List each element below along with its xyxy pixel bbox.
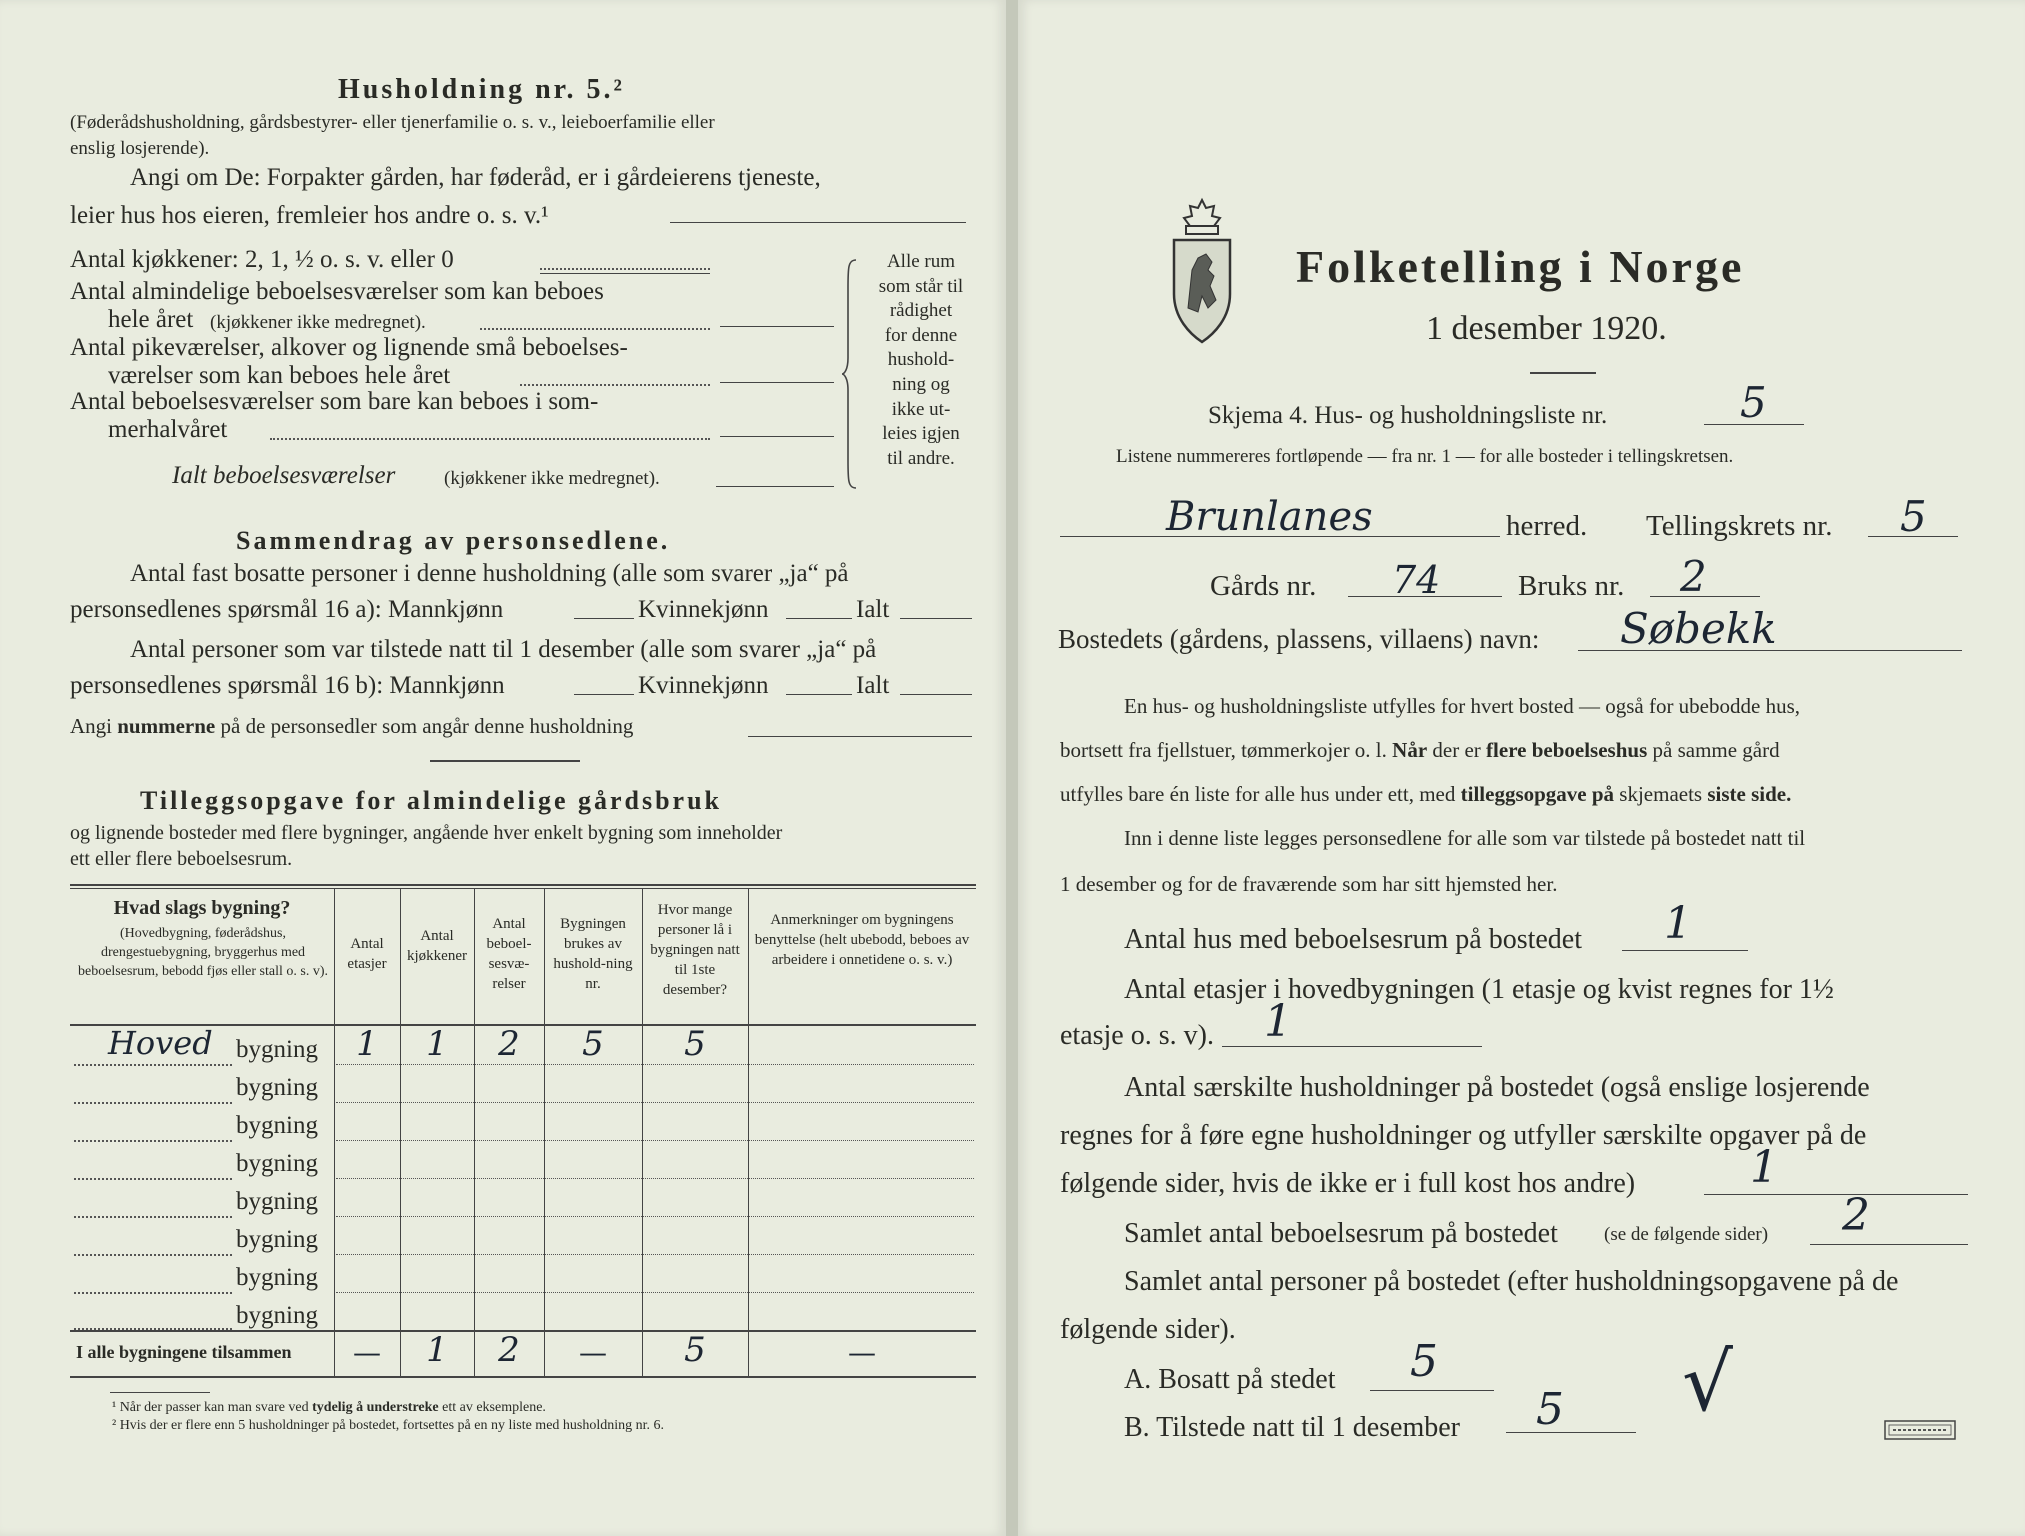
almindelige-note: (kjøkkener ikke medregnet). [210, 312, 426, 333]
kjokkener-dots [540, 268, 710, 270]
angi-line2: leier hus hos eieren, fremleier hos andre o. s. v.¹ [70, 202, 549, 229]
gards-label: Gårds nr. [1210, 570, 1317, 602]
fast-line1: Antal fast bosatte personer i denne husholdning (alle som svarer „ja“ på [130, 560, 849, 587]
tillegg-title: Tilleggsopgave for almindelige gårdsbruk [140, 786, 723, 815]
row-dots [74, 1102, 232, 1104]
fast-kvinne-line [786, 618, 852, 619]
tilstede-mann-line [574, 694, 634, 695]
saer-line3: følgende sider, hvis de ikke er i full kost hos andre) [1060, 1168, 1636, 1199]
krets-label: Tellingskrets nr. [1646, 510, 1833, 542]
saer-line2: regnes for å føre egne husholdninger og utfyller særskilte opgaver på de [1060, 1120, 1867, 1151]
row-dots [74, 1254, 232, 1256]
col-header-etasjer: Antal etasjer [347, 936, 387, 972]
table-col-sep [474, 888, 475, 1376]
para1-line3 [1060, 782, 1791, 807]
pike-dots [520, 384, 710, 386]
total-vaerelser-hand: 2 [498, 1330, 520, 1370]
total-kjokkener-hand: 1 [426, 1330, 448, 1370]
footnote-2: ² Hvis der er flere enn 5 husholdninger på bostedet, fortsettes på en ny liste med husholdning nr. 6. [112, 1418, 665, 1433]
row-dots [74, 1328, 232, 1330]
row-rule [336, 1140, 974, 1141]
para1-l2-c: der er [1432, 738, 1481, 762]
row-rule [336, 1292, 974, 1293]
nummerne-answer-line [748, 736, 972, 737]
col-header-type-title: Hvad slags bygning? [113, 897, 291, 919]
row-dots [74, 1140, 232, 1142]
para1-l3-a: utfylles bare én liste for alle hus under ett, med [1060, 782, 1456, 806]
printer-stamp-icon [1884, 1420, 1956, 1440]
hus-label: Antal hus med beboelsesrum på bostedet [1124, 924, 1583, 955]
total-anmerkninger: — [848, 1336, 876, 1369]
b-label: B. Tilstede natt til 1 desember [1124, 1412, 1460, 1443]
col-header-kjokkener: Antal kjøkkener [407, 928, 467, 964]
tilstede-kvinne-line [786, 694, 852, 695]
para1-line1: En hus- og husholdningsliste utfylles for hvert bosted — også for ubebodde hus, [1124, 694, 1800, 718]
table-top-rule [70, 884, 976, 886]
bracket-line: hushold- [887, 349, 955, 371]
bygning-label: bygning [236, 1302, 318, 1329]
almindelige-line1: Antal almindelige beboelsesværelser som kan beboes [70, 278, 604, 305]
household-subtitle-line1: (Føderådshusholdning, gårdsbestyrer- eller tjenerfamilie o. s. v., leieboerfamilie eller [70, 112, 715, 133]
rum-value-hand: 2 [1842, 1190, 1870, 1241]
hus-value-hand: 1 [1664, 898, 1692, 949]
pers-line1: Samlet antal personer på bostedet (efter husholdningsopgavene på de [1124, 1266, 1899, 1297]
saer-line [1704, 1194, 1968, 1195]
rum-line [1810, 1244, 1968, 1245]
row-dots [74, 1064, 232, 1066]
nummerne-line [70, 714, 633, 739]
household-title: Husholdning nr. 5.² [338, 74, 625, 105]
bruks-label: Bruks nr. [1518, 570, 1625, 602]
page-fold [1006, 0, 1018, 1536]
almindelige-line2: hele året [108, 306, 194, 333]
census-title: Folketelling i Norge [1296, 241, 1745, 292]
sommer-line2: merhalvåret [108, 416, 228, 443]
bracket-line: som står til [878, 275, 964, 297]
bosted-value-hand: Søbekk [1620, 604, 1777, 653]
footnote-rule [110, 1392, 210, 1393]
sommer-dots [270, 438, 710, 440]
nummerne-a: Angi [70, 714, 112, 738]
bracket-text [866, 250, 976, 471]
row-dots [74, 1292, 232, 1294]
table-col-sep [748, 888, 749, 1376]
table-bottom-rule [70, 1376, 976, 1378]
skjema-value-hand: 5 [1740, 378, 1767, 427]
row-rule [336, 1254, 974, 1255]
para1-l2-e: på samme gård [1652, 738, 1780, 762]
ialt-line [716, 486, 834, 487]
footnote-1-a: ¹ Når der passer kan man svare ved [112, 1400, 309, 1415]
col-header-type-sub: (Hovedbygning, føderådshus, drengestuebygning, bryggerhus med beboelsesrum, bebodd fjøs eller stall o. s. v). [77, 926, 328, 979]
bracket-line: Alle rum [886, 251, 956, 272]
row-dots [74, 1178, 232, 1180]
pers-line2: følgende sider). [1060, 1314, 1236, 1345]
angi-line1: Angi om De: Forpakter gården, har føderåd, er i gårdeierens tjeneste, [130, 164, 821, 191]
sommer-line1: Antal beboelsesværelser som bare kan beboes i som- [70, 388, 599, 415]
col-header-husholdning: Bygningen brukes av hushold-ning nr. [553, 916, 633, 992]
table-col-sep [642, 888, 643, 1376]
footnote-1-c: ett av eksemplene. [442, 1400, 546, 1415]
bracket-line: for denne [884, 324, 958, 346]
b-line [1506, 1432, 1636, 1433]
section-divider [430, 760, 580, 762]
bracket-line: leies igjen [882, 423, 960, 445]
table-col-sep [544, 888, 545, 1376]
nummerne-c: på de personsedler som angår denne husholdning [220, 714, 634, 738]
kjokkener-line [540, 273, 710, 274]
total-personer-hand: 5 [684, 1330, 706, 1370]
tillegg-line1: og lignende bosteder med flere bygninger, angående hver enkelt bygning som inneholder [70, 822, 783, 844]
bygning-label: bygning [236, 1264, 318, 1291]
tilstede-ialt-label: Ialt [856, 672, 890, 699]
total-label: I alle bygningene tilsammen [76, 1342, 292, 1362]
row-dots [74, 1216, 232, 1218]
footnote-1 [112, 1400, 546, 1416]
para1-l3-d: siste side. [1707, 782, 1792, 806]
curly-bracket [842, 258, 860, 490]
table-col-sep [334, 888, 335, 1376]
para1-l2-b: Når [1392, 738, 1428, 762]
para2-line1: Inn i denne liste legges personsedlene for alle som var tilstede på bostedet natt til [1124, 826, 1806, 850]
bygning-label: bygning [236, 1112, 318, 1139]
bracket-line: rådighet [889, 300, 953, 322]
para2-line2: 1 desember og for de fraværende som har sitt hjemsted her. [1060, 872, 1558, 896]
total-etasjer: — [353, 1336, 381, 1369]
tilstede-line1: Antal personer som var tilstede natt til 1 desember (alle som svarer „ja“ på [130, 636, 877, 663]
ialt-label: Ialt beboelsesværelser [172, 462, 396, 489]
herred-label: herred. [1506, 510, 1588, 542]
bosted-label: Bostedets (gårdens, plassens, villaens) navn: [1058, 624, 1540, 654]
tillegg-line2: ett eller flere beboelsesrum. [70, 848, 293, 870]
pike-line [720, 382, 834, 383]
row-rule [336, 1216, 974, 1217]
skjema-label: Skjema 4. Hus- og husholdningsliste nr. [1208, 402, 1608, 429]
fast-mann-line [574, 618, 634, 619]
table-col-sep [400, 888, 401, 1376]
a-label: A. Bosatt på stedet [1124, 1364, 1336, 1395]
row1-etasjer-hand: 1 [356, 1024, 378, 1064]
col-header-anmerkninger: Anmerkninger om bygningens benyttelse (helt ubebodd, beboes av arbeidere i onnetidene o. s. v.) [754, 912, 970, 968]
krets-value-hand: 5 [1900, 492, 1927, 541]
checkmark-hand: √ [1682, 1336, 1733, 1429]
pike-line2: værelser som kan beboes hele året [108, 362, 451, 389]
left-page [0, 0, 1006, 1536]
table-top-rule-2 [70, 888, 976, 889]
para1-l2-a: bortsett fra fjellstuer, tømmerkojer o. l. [1060, 738, 1387, 762]
etasjer-line2: etasje o. s. v). [1060, 1020, 1214, 1051]
para1-line2 [1060, 738, 1780, 763]
fast-kvinne-label: Kvinnekjønn [638, 596, 769, 623]
a-value-hand: 5 [1410, 1336, 1438, 1387]
saer-value-hand: 1 [1750, 1142, 1778, 1193]
a-line [1370, 1390, 1494, 1391]
herred-value-hand: Brunlanes [1166, 494, 1373, 540]
almindelige-dots [480, 328, 710, 330]
ialt-note: (kjøkkener ikke medregnet). [444, 468, 660, 489]
bracket-line: ning og [892, 373, 950, 395]
fast-line2: personsedlenes spørsmål 16 a): Mannkjønn [70, 596, 504, 623]
col-header-personer: Hvor mange personer lå i bygningen natt til 1ste desember? [650, 902, 740, 998]
title-divider [1530, 372, 1596, 374]
row1-personer-hand: 5 [684, 1024, 706, 1064]
b-value-hand: 5 [1536, 1384, 1564, 1435]
bygning-label: bygning [236, 1074, 318, 1101]
bracket-line: ikke ut- [891, 398, 951, 420]
row-rule [336, 1064, 974, 1065]
sommer-line [720, 436, 834, 437]
para1-l3-b: tilleggsopgave på [1460, 782, 1615, 806]
sammendrag-title: Sammendrag av personsedlene. [236, 526, 671, 555]
angi-answer-line [670, 222, 966, 223]
tilstede-line2: personsedlenes spørsmål 16 b): Mannkjønn [70, 672, 505, 699]
rum-label: Samlet antal beboelsesrum på bostedet [1124, 1218, 1558, 1249]
etasjer-line [1222, 1046, 1482, 1047]
kjokkener-label: Antal kjøkkener: 2, 1, ½ o. s. v. eller 0 [70, 246, 454, 273]
gards-value-hand: 74 [1392, 558, 1441, 602]
col-header-vaerelser: Antal beboel-sesvæ-relser [486, 916, 532, 992]
rum-note: (se de følgende sider) [1604, 1224, 1769, 1245]
coat-of-arms-icon [1168, 196, 1236, 346]
bygning-label: bygning [236, 1188, 318, 1215]
bygning-label: bygning [236, 1226, 318, 1253]
footnote-1-b: tydelig å understreke [312, 1400, 439, 1415]
fast-ialt-line [900, 618, 972, 619]
para1-l3-c: skjemaets [1619, 782, 1703, 806]
etasjer-line1: Antal etasjer i hovedbygningen (1 etasje og kvist regnes for 1½ [1124, 974, 1834, 1005]
row1-kjokkener-hand: 1 [426, 1024, 448, 1064]
almindelige-line [720, 326, 834, 327]
total-husholdning: — [579, 1336, 607, 1369]
fast-ialt-label: Ialt [856, 596, 890, 623]
tilstede-kvinne-label: Kvinnekjønn [638, 672, 769, 699]
nummerne-b: nummerne [117, 714, 216, 738]
bracket-line: til andre. [887, 447, 955, 469]
para1-l2-d: flere beboelseshus [1486, 738, 1648, 762]
census-date: 1 desember 1920. [1426, 310, 1667, 347]
bruks-value-hand: 2 [1680, 552, 1707, 601]
bygning-label: bygning [236, 1036, 318, 1063]
row1-type-hand: Hoved [108, 1024, 213, 1062]
tilstede-ialt-line [900, 694, 972, 695]
hus-line [1622, 950, 1748, 951]
bygning-label: bygning [236, 1150, 318, 1177]
row-rule [336, 1178, 974, 1179]
row-rule [336, 1102, 974, 1103]
pike-line1: Antal pikeværelser, alkover og lignende små beboelses- [70, 334, 628, 361]
household-subtitle-line2: enslig losjerende). [70, 138, 210, 159]
etasjer-value-hand: 1 [1264, 996, 1292, 1047]
row1-vaerelser-hand: 2 [498, 1024, 520, 1064]
listene-note: Listene nummereres fortløpende — fra nr. 1 — for alle bosteder i tellingskretsen. [1116, 446, 1734, 467]
saer-line1: Antal særskilte husholdninger på bostedet (også enslige losjerende [1124, 1072, 1870, 1103]
row1-husholdning-hand: 5 [582, 1024, 604, 1064]
